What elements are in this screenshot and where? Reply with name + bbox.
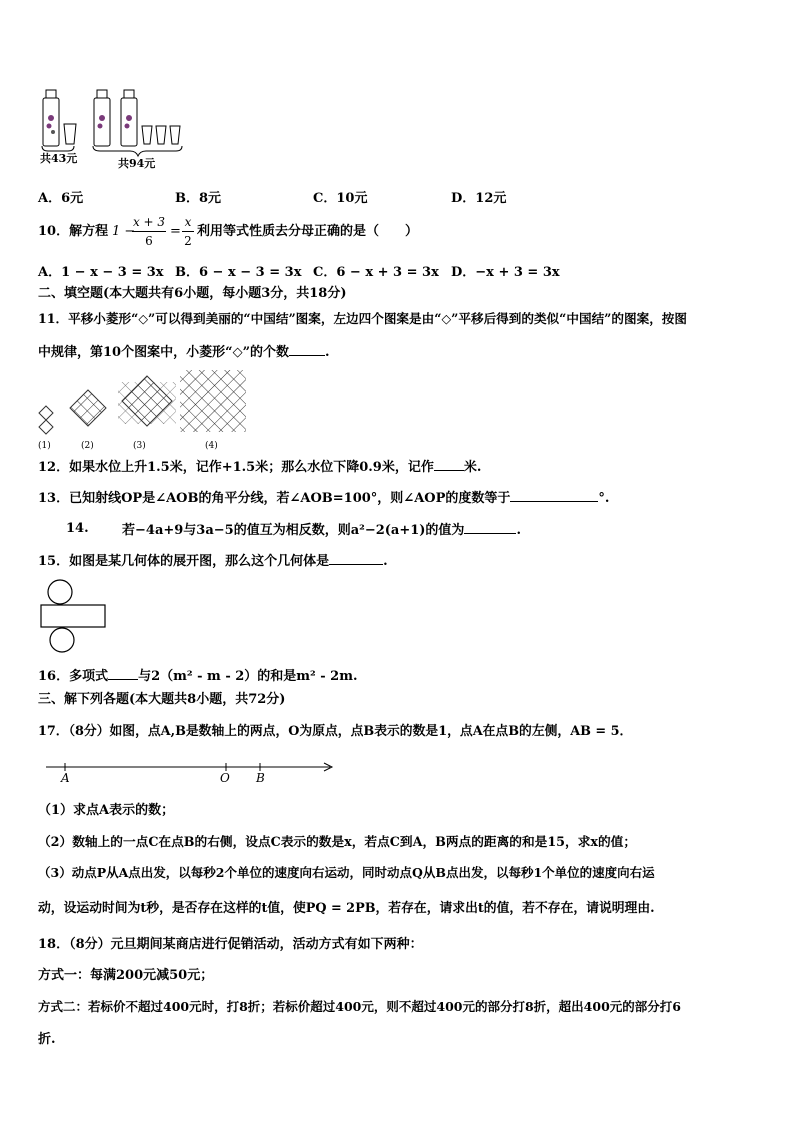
- knot-pattern-1: [39, 406, 53, 434]
- q10-frac-bar-1: [132, 231, 166, 232]
- cup-icon: [64, 124, 76, 144]
- top-circle: [48, 580, 72, 604]
- fig-label: (3): [133, 441, 146, 451]
- fig-label: (1): [38, 441, 51, 451]
- q17-part2: （2）数轴上的一点C在点B的右侧，设点C表示的数是x，若点C到A，B两点的距离的和是15，求x的值；: [38, 834, 637, 849]
- q17-part1: （1）求点A表示的数；: [38, 803, 175, 818]
- q10-option-b: B．6 − x − 3 = 3x: [175, 265, 302, 280]
- q9-right-total: 共94元: [118, 157, 156, 170]
- section3-heading: 三、解下列各题(本大题共8小题，共72分): [38, 692, 286, 707]
- q17-stem: 17．（8分）如图，点A,B是数轴上的两点，O为原点，点B表示的数是1，点A在点B的左侧，AB = 5．: [38, 724, 633, 739]
- q12-wrap: [38, 458, 481, 476]
- q10-den1: 6: [145, 234, 153, 248]
- section2-heading: 二、填空题(本大题共有6小题，每小题3分，共18分): [38, 286, 347, 301]
- bottom-circle: [50, 628, 74, 652]
- q17-part3-line1: （3）动点P从A点出发，以每秒2个单位的速度向右运动，同时动点Q从B点出发，以每秒1个单位的速度向右运: [38, 865, 655, 880]
- q14-answer-blank: [464, 521, 516, 534]
- q10-num2: x: [184, 215, 192, 229]
- q10-num1: x + 3: [132, 215, 166, 229]
- q18-method2-line1: 方式二：若标价不超过400元时，打8折；若标价超过400元，则不超过400元的部分打8折，超出400元的部分打6: [38, 999, 681, 1014]
- q18-method2-line2: 折.: [38, 1032, 56, 1047]
- thermos-icon: [94, 90, 110, 146]
- q14-num: 14.: [66, 521, 89, 536]
- q10-option-d: D．−x + 3 = 3x: [451, 265, 560, 280]
- cup-icon: [156, 126, 166, 144]
- q9-left-total: 共43元: [40, 152, 78, 165]
- knot-pattern-2: [70, 390, 106, 426]
- q16-wrap: [38, 667, 358, 685]
- q16-post: 与2（m² - m - 2）的和是m² - 2m.: [138, 669, 358, 684]
- thermos-icon: [43, 90, 59, 146]
- knot-pattern-4: [180, 370, 246, 432]
- q15-wrap: [38, 552, 388, 570]
- q10-equals: =: [170, 224, 181, 239]
- q11-figure: [30, 366, 260, 452]
- q10-option-c: C．6 − x + 3 = 3x: [313, 265, 439, 280]
- cup-icon: [142, 126, 152, 144]
- q13-post: °.: [598, 491, 610, 506]
- q13-answer-blank: [510, 489, 598, 502]
- q9-figure: [38, 88, 198, 170]
- q9-option-a: A．6元: [38, 191, 84, 206]
- q14-wrap: [122, 521, 521, 539]
- q13-wrap: [38, 489, 609, 507]
- q14-post: .: [516, 523, 521, 538]
- q10-eq-one: 1 −: [112, 224, 136, 239]
- q9-option-c: C．10元: [313, 191, 368, 206]
- q11-line1: 11．平移小菱形“◇”可以得到美丽的“中国结”图案，左边四个图案是由“◇”平移后得到的类似“中国结”的图案，按图: [38, 311, 687, 326]
- thermos-icon: [121, 90, 137, 146]
- q16-pre: 16．多项式: [38, 669, 109, 684]
- q15-answer-blank: [329, 552, 383, 565]
- q18-method1: 方式一：每满200元减50元；: [38, 968, 214, 983]
- cylinder-net-figure: [38, 578, 108, 658]
- q9-option-b: B．8元: [175, 191, 222, 206]
- q15-pre: 15．如图是某几何体的展开图，那么这个几何体是: [38, 554, 330, 569]
- q13-pre: 13．已知射线OP是∠AOB的角平分线，若∠AOB=100°，则∠AOP的度数等于: [38, 491, 511, 506]
- axis-label-b: B: [256, 771, 265, 785]
- q10-stem-post: 利用等式性质去分母正确的是（ ）: [197, 224, 419, 239]
- q16-answer-blank: [108, 667, 138, 680]
- q10-frac-bar-2: [182, 231, 194, 232]
- q17-number-line: [40, 758, 340, 788]
- fig-label: (2): [81, 441, 94, 451]
- cup-icon: [170, 126, 180, 144]
- axis-label-o: O: [220, 771, 230, 785]
- q12-pre: 12．如果水位上升1.5米，记作+1.5米；那么水位下降0.9米，记作: [38, 460, 434, 475]
- q12-post: 米.: [463, 460, 482, 475]
- lateral-rectangle: [41, 605, 105, 627]
- knot-pattern-3: [118, 376, 176, 426]
- q11-answer-blank: [289, 343, 325, 356]
- fig-label: (4): [205, 441, 218, 451]
- axis-label-a: A: [61, 771, 70, 785]
- q17-part3-line2: 动，设运动时间为t秒，是否存在这样的t值，使PQ = 2PB，若存在，请求出t的值，若不存在，请说明理由.: [38, 901, 655, 916]
- q9-option-d: D．12元: [451, 191, 507, 206]
- q10-stem-pre: 10．解方程: [38, 224, 109, 239]
- q11-line2-end: .: [325, 345, 330, 360]
- q12-answer-blank: [434, 458, 464, 471]
- q11-line2: 中规律，第10个图案中，小菱形“◇”的个数: [38, 345, 290, 360]
- q14-text: 若−4a+9与3a−5的值互为相反数，则a²−2(a+1)的值为: [122, 523, 465, 538]
- q11-line2-wrap: [38, 343, 330, 361]
- q15-post: .: [383, 554, 388, 569]
- q10-option-a: A．1 − x − 3 = 3x: [38, 265, 164, 280]
- q18-stem: 18．（8分）元旦期间某商店进行促销活动，活动方式有如下两种：: [38, 937, 423, 952]
- q10-den2: 2: [184, 234, 192, 248]
